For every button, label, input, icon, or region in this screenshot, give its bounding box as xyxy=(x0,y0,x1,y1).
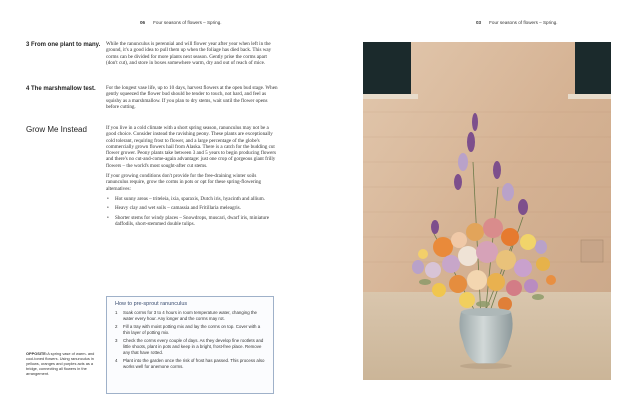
running-head xyxy=(140,20,222,25)
step-number: 1 xyxy=(115,310,118,315)
list-item: • Heavy clay and wet soils – camassia and Fritillaria meleagris. xyxy=(106,205,278,211)
paragraph: For the longest vase life, up to 10 days, harvest flowers at the open bud stage. When gently squeezed the flower bud should be tender to touch, not hard, and feel as squishy as a marshmallow. If you plan to dry stems, wait until the flower opens before cutting. xyxy=(106,85,278,110)
box-step xyxy=(115,358,265,369)
section-heading-4: 4 The marshmallow test. xyxy=(26,86,96,92)
page-number: 03 xyxy=(476,20,482,25)
photo-illustration xyxy=(363,42,611,380)
step-text: Check the corms every couple of days. As they develop fine rootlets and little shoots, plant in pots and keep in a bright, frost-free place. Remove any that have rotted. xyxy=(123,338,264,355)
step-number: 4 xyxy=(115,358,118,364)
grow-me-instead-body xyxy=(106,125,278,230)
step-number: 2 xyxy=(115,324,118,330)
box-step xyxy=(115,338,265,355)
running-title: Four seasons of flowers – Spring. xyxy=(153,20,222,25)
caption-text: A spring vase of warm- and cool-toned flowers. Using ranunculus in yellows, oranges and purples acts as a bridge, connecting all flowers in the arrangement. xyxy=(26,351,95,376)
list-item: • Hot sunny areas – triteleia, ixia, sparaxis, Dutch iris, hyacinth and allium. xyxy=(106,196,278,202)
paragraph: While the ranunculus is perennial and will flower year after year when left in the ground, it's a good idea to pull them up when the foliage has died back. This way corms can be divided for more plants next season. Gently prise the corms apart (don't cut), and store in boxes somewhere warm, dry and out of reach of mice. xyxy=(106,41,272,66)
window-right xyxy=(575,42,611,94)
box-title: How to pre-sprout ranunculus xyxy=(115,301,188,307)
page-number: 06 xyxy=(140,20,146,25)
window-left xyxy=(363,42,411,94)
vase-shadow xyxy=(460,363,512,369)
running-title: Four seasons of flowers – Spring. xyxy=(489,20,558,25)
flower-vase-photo xyxy=(363,42,611,380)
box-step xyxy=(115,324,265,335)
box-step xyxy=(115,310,265,321)
step-number: 3 xyxy=(115,338,118,344)
running-head xyxy=(476,20,558,25)
window-right-sill xyxy=(568,94,611,99)
step-text: Soak corms for 3 to 4 hours in room temperature water, changing the water every hour. Any longer and the corms may rot. xyxy=(123,310,257,321)
vase-rim xyxy=(461,308,511,316)
list-item: • Shorter stems for windy places – Snowdrops, muscari, dwarf iris, miniature daffodils, short-stemmed double tulips. xyxy=(106,215,278,228)
section-body-4 xyxy=(106,85,278,114)
window-left-sill xyxy=(363,94,418,99)
right-page xyxy=(319,0,638,408)
step-text: Plant into the garden once the risk of frost has passed. This process also works well for anemone corms. xyxy=(123,358,265,369)
paragraph: If you live in a cold climate with a short spring season, ranunculus may not be a good choice. Consider instead the ravishing peony. These plants are exceptionally cold tolerant, requiring frost to flower, and a large percentage of the globe's commercially grown flowers hail from Alaska. There is a catch for the budding cut flower grower. Peony plants take between 3 and 5 years to begin producing flowers and there's no cut-and-come-again advantage: just one crop of gorgeous giant frilly flowers – the world's most sought-after cut stems. xyxy=(106,125,277,169)
section-heading-3: 3 From one plant to many. xyxy=(26,42,101,48)
photo-caption xyxy=(26,352,98,377)
step-text: Fill a tray with moist potting mix and lay the corms on top. Cover with a thin layer of potting mix. xyxy=(123,324,261,335)
vent xyxy=(581,240,603,262)
caption-label: OPPOSITE: xyxy=(26,351,48,356)
alternatives-list xyxy=(106,196,278,227)
paragraph: If your growing conditions don't provide for the free-draining winter soils ranunculus require, grow the corms in pots or opt for these spring-flowering alternatives: xyxy=(106,173,262,192)
grow-me-instead-heading: Grow Me Instead xyxy=(26,125,87,134)
section-body-3 xyxy=(106,41,278,70)
pre-sprout-box xyxy=(106,296,274,394)
